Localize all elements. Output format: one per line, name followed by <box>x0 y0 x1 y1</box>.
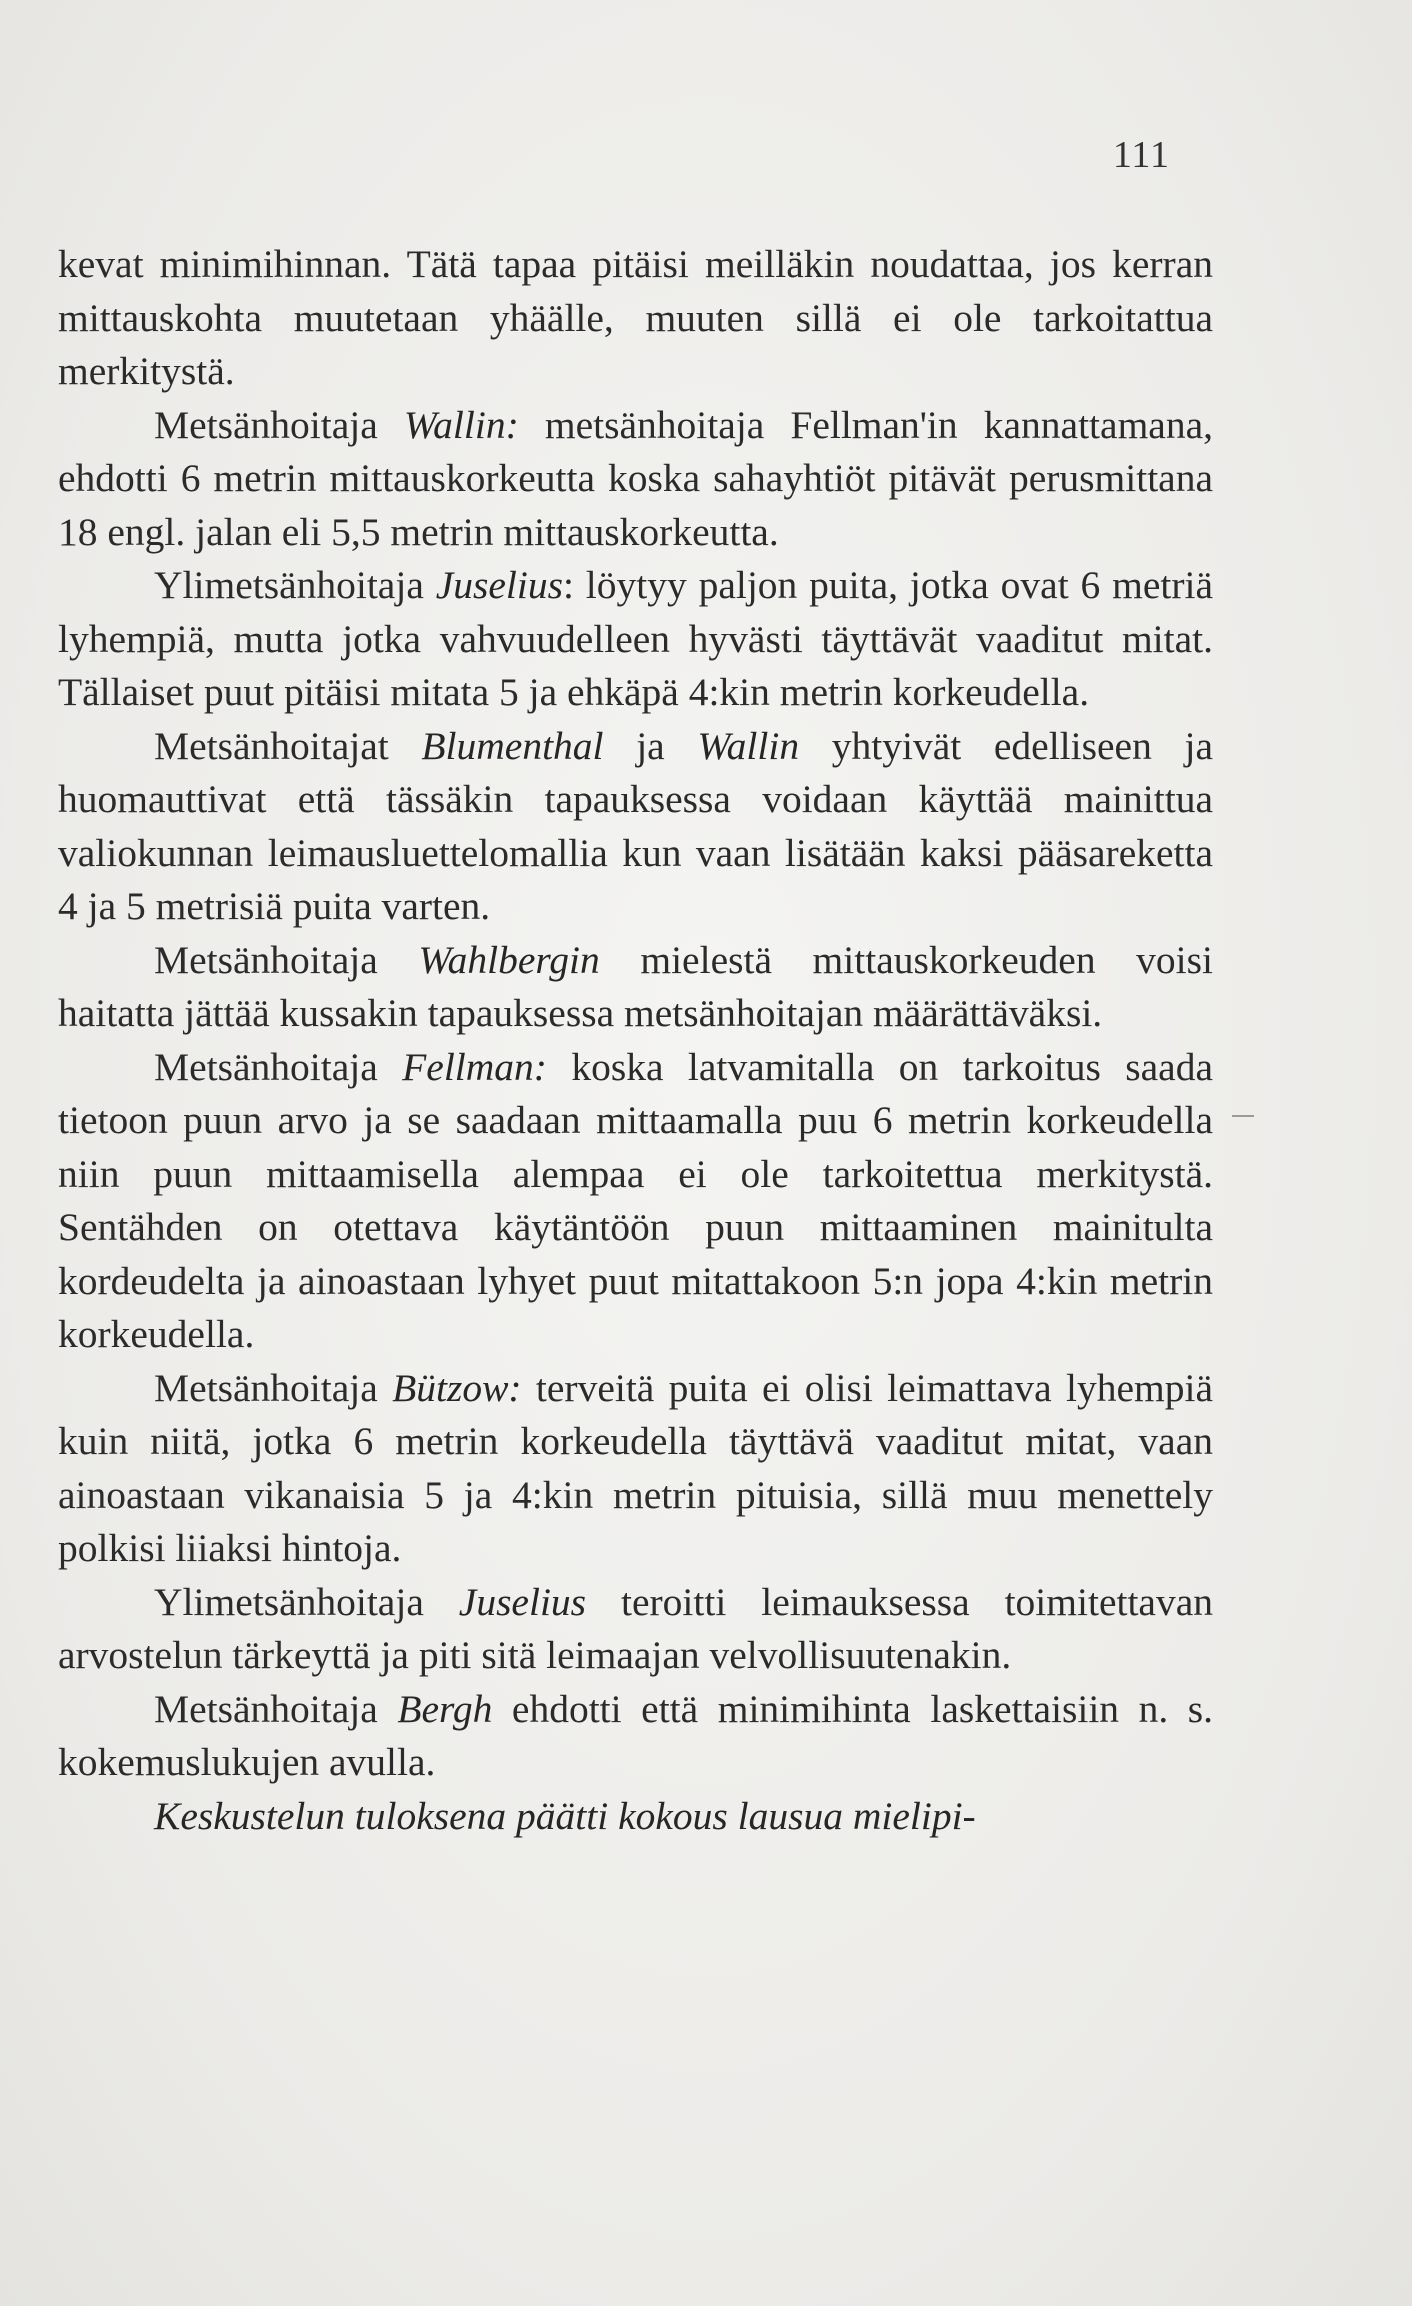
margin-mark <box>1232 1115 1254 1117</box>
text-run: Metsänhoitaja <box>154 1686 398 1731</box>
italic-name: Juselius <box>435 563 563 607</box>
paragraph <box>58 934 1213 1041</box>
text-run: yhtyivät edelliseen ja huomauttivat että tässäkin tapauksessa voidaan käyttää mainittua valiokunnan leimausluettelomallia kun vaan lisätään kaksi pääsareketta 4 ja 5 metrisiä puita varten. <box>58 723 1213 928</box>
text-run: teroitti leimauksessa toimitettavan arvostelun tärkeyttä ja piti sitä leimaajan velvollisuutenakin. <box>58 1579 1213 1677</box>
italic-name: Wallin <box>697 723 800 768</box>
italic-name: Bergh <box>397 1686 493 1731</box>
italic-name: Bützow: <box>392 1365 522 1410</box>
page-number: 111 <box>1112 134 1170 176</box>
text-run: : löytyy paljon puita, jotka ovat 6 metriä lyhempiä, mutta jotka vahvuudelleen hyvästi täyttävät vaaditut mitat. Tällaiset puut pitäisi mitata 5 ja ehkäpä 4:kin metrin korkeudella. <box>58 563 1213 714</box>
text-run: Metsänhoitaja <box>154 402 404 447</box>
italic-name: Wahlbergin <box>418 937 600 982</box>
italic-name: Fellman: <box>402 1044 547 1089</box>
paragraph <box>58 1683 1213 1790</box>
text-run: Metsänhoitaja <box>154 937 419 982</box>
italic-name: Blumenthal <box>421 723 604 768</box>
paragraph <box>58 399 1213 560</box>
text-run: koska latvamitalla on tarkoitus saada tietoon puun arvo ja se saadaan mittaamalla puu 6 metrin korkeudella niin puun mittaamisella alempaa ei ole tarkoitettua merkitystä. Sentähden on otettava käytäntöön puun mittaaminen mainitulta kordeudelta ja ainoastaan lyhyet puut mitattakoon 5:n jopa 4:kin metrin korkeudella. <box>58 1044 1213 1356</box>
text-run: mielestä mittauskorkeuden voisi haitatta jättää kussakin tapauksessa metsänhoitajan määrättäväksi. <box>58 937 1213 1035</box>
text-run: kevat minimihinnan. Tätä tapaa pitäisi meilläkin noudattaa, jos kerran mittauskohta muutetaan yhäälle, muuten sillä ei ole tarkoitattua merkitystä. <box>58 242 1213 393</box>
italic-name: Wallin: <box>403 402 519 447</box>
text-run: Ylimetsänhoitaja <box>154 1579 459 1624</box>
text-run: ehdotti että minimihinta laskettaisiin n. s. kokemuslukujen avulla. <box>58 1686 1213 1784</box>
text-run: terveitä puita ei olisi leimattava lyhempiä kuin niitä, jotka 6 metrin korkeudella täyttävä vaaditut mitat, vaan ainoastaan vikanaisia 5 ja 4:kin metrin pituisia, sillä muu menettely polkisi liiaksi hintoja. <box>58 1365 1213 1570</box>
italic-name: Keskustelun tuloksena päätti kokous lausua mielipi- <box>154 1793 976 1838</box>
text-run: ja <box>603 723 698 768</box>
italic-name: Juselius <box>458 1579 587 1624</box>
paragraph <box>58 1790 1213 1844</box>
text-run: Metsänhoitaja <box>154 1365 393 1410</box>
text-run: Metsänhoitajat <box>154 723 422 768</box>
paragraph <box>58 1576 1213 1683</box>
text-run: metsänhoitaja Fellman'in kannattamana, ehdotti 6 metrin mittauskorkeutta koska sahayhtiöt pitävät perusmittana 18 engl. jalan eli 5,5 metrin mittauskorkeutta. <box>58 402 1213 554</box>
paragraph <box>58 559 1213 720</box>
text-run: Metsänhoitaja <box>154 1044 403 1089</box>
paragraph <box>58 720 1213 934</box>
body-text <box>58 238 1213 1843</box>
paragraph <box>58 238 1213 399</box>
text-run: Ylimetsänhoitaja <box>154 563 436 607</box>
paragraph <box>58 1362 1213 1576</box>
paragraph <box>58 1041 1213 1362</box>
